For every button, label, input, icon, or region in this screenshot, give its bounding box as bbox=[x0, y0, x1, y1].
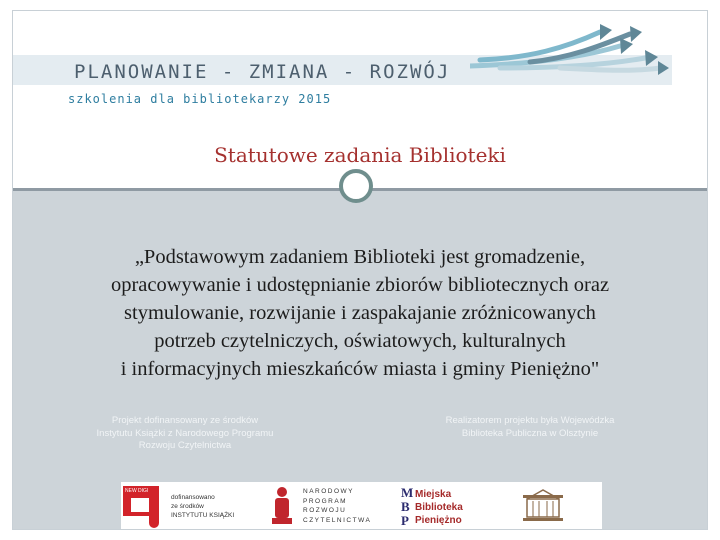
mbp-logo-line: Miejska bbox=[415, 489, 452, 500]
banner-title: PLANOWANIE - ZMIANA - ROZWÓJ bbox=[74, 61, 451, 83]
mbp-logo-line: Pieniężno bbox=[415, 515, 462, 526]
nprc-logo-line: CZYTELNICTWA bbox=[303, 516, 372, 524]
banner-subtitle: szkolenia dla bibliotekarzy 2015 bbox=[68, 92, 332, 106]
ik-logo-icon bbox=[123, 486, 263, 528]
ik-logo-small-text: NEW DIGI bbox=[125, 488, 149, 494]
footer-line: Instytutu Książki z Narodowego Programu bbox=[96, 427, 274, 439]
arrows-logo-icon bbox=[470, 18, 670, 78]
quote-line: „Podstawowym zadaniem Biblioteki jest gromadzenie, bbox=[134, 246, 586, 268]
slide-title: Statutowe zadania Biblioteki bbox=[214, 143, 506, 167]
quote-line: potrzeb czytelniczych, oświatowych, kulturalnych bbox=[154, 330, 566, 352]
mbp-logo-letter: B bbox=[401, 499, 410, 514]
footer-line: Projekt dofinansowany ze środków bbox=[111, 415, 259, 426]
footer-line: Rozwoju Czytelnictwa bbox=[138, 440, 232, 451]
circle-ornament-icon bbox=[339, 169, 373, 203]
mbp-logo-letter: P bbox=[401, 513, 409, 528]
footer-funding-note bbox=[70, 415, 300, 453]
nprc-logo-line: ROZWOJU bbox=[303, 507, 347, 514]
ik-logo-line: INSTYTUTU KSIĄŻKI bbox=[171, 512, 235, 519]
mbp-logo-icon bbox=[401, 486, 491, 528]
footer-line: Realizatorem projektu była Wojewódzka bbox=[445, 415, 615, 426]
nprc-logo-line: PROGRAM bbox=[303, 497, 348, 505]
quote-line: stymulowanie, rozwijanie i zaspakajanie zróżnicowanych bbox=[124, 302, 596, 324]
ik-logo-line: dofinansowano bbox=[171, 494, 215, 501]
mbp-logo-letter: M bbox=[401, 485, 414, 500]
nprc-logo-line: NARODOWY bbox=[303, 488, 354, 495]
quote-line: opracowywanie i udostępnianie zbiorów bibliotecznych oraz bbox=[110, 274, 610, 296]
sponsor-logos-bar bbox=[121, 482, 602, 530]
footer-line: Biblioteka Publiczna w Olsztynie bbox=[461, 427, 599, 439]
ik-logo-line: ze środków bbox=[171, 503, 204, 510]
quote-line: i informacyjnych mieszkańców miasta i gminy Pieniężno" bbox=[120, 358, 600, 380]
nprc-logo-icon bbox=[269, 486, 399, 528]
wbp-logo-icon bbox=[519, 486, 569, 528]
footer-organizer-note bbox=[410, 415, 650, 440]
mbp-logo-line: Biblioteka bbox=[415, 502, 463, 513]
quote-text bbox=[40, 243, 680, 383]
